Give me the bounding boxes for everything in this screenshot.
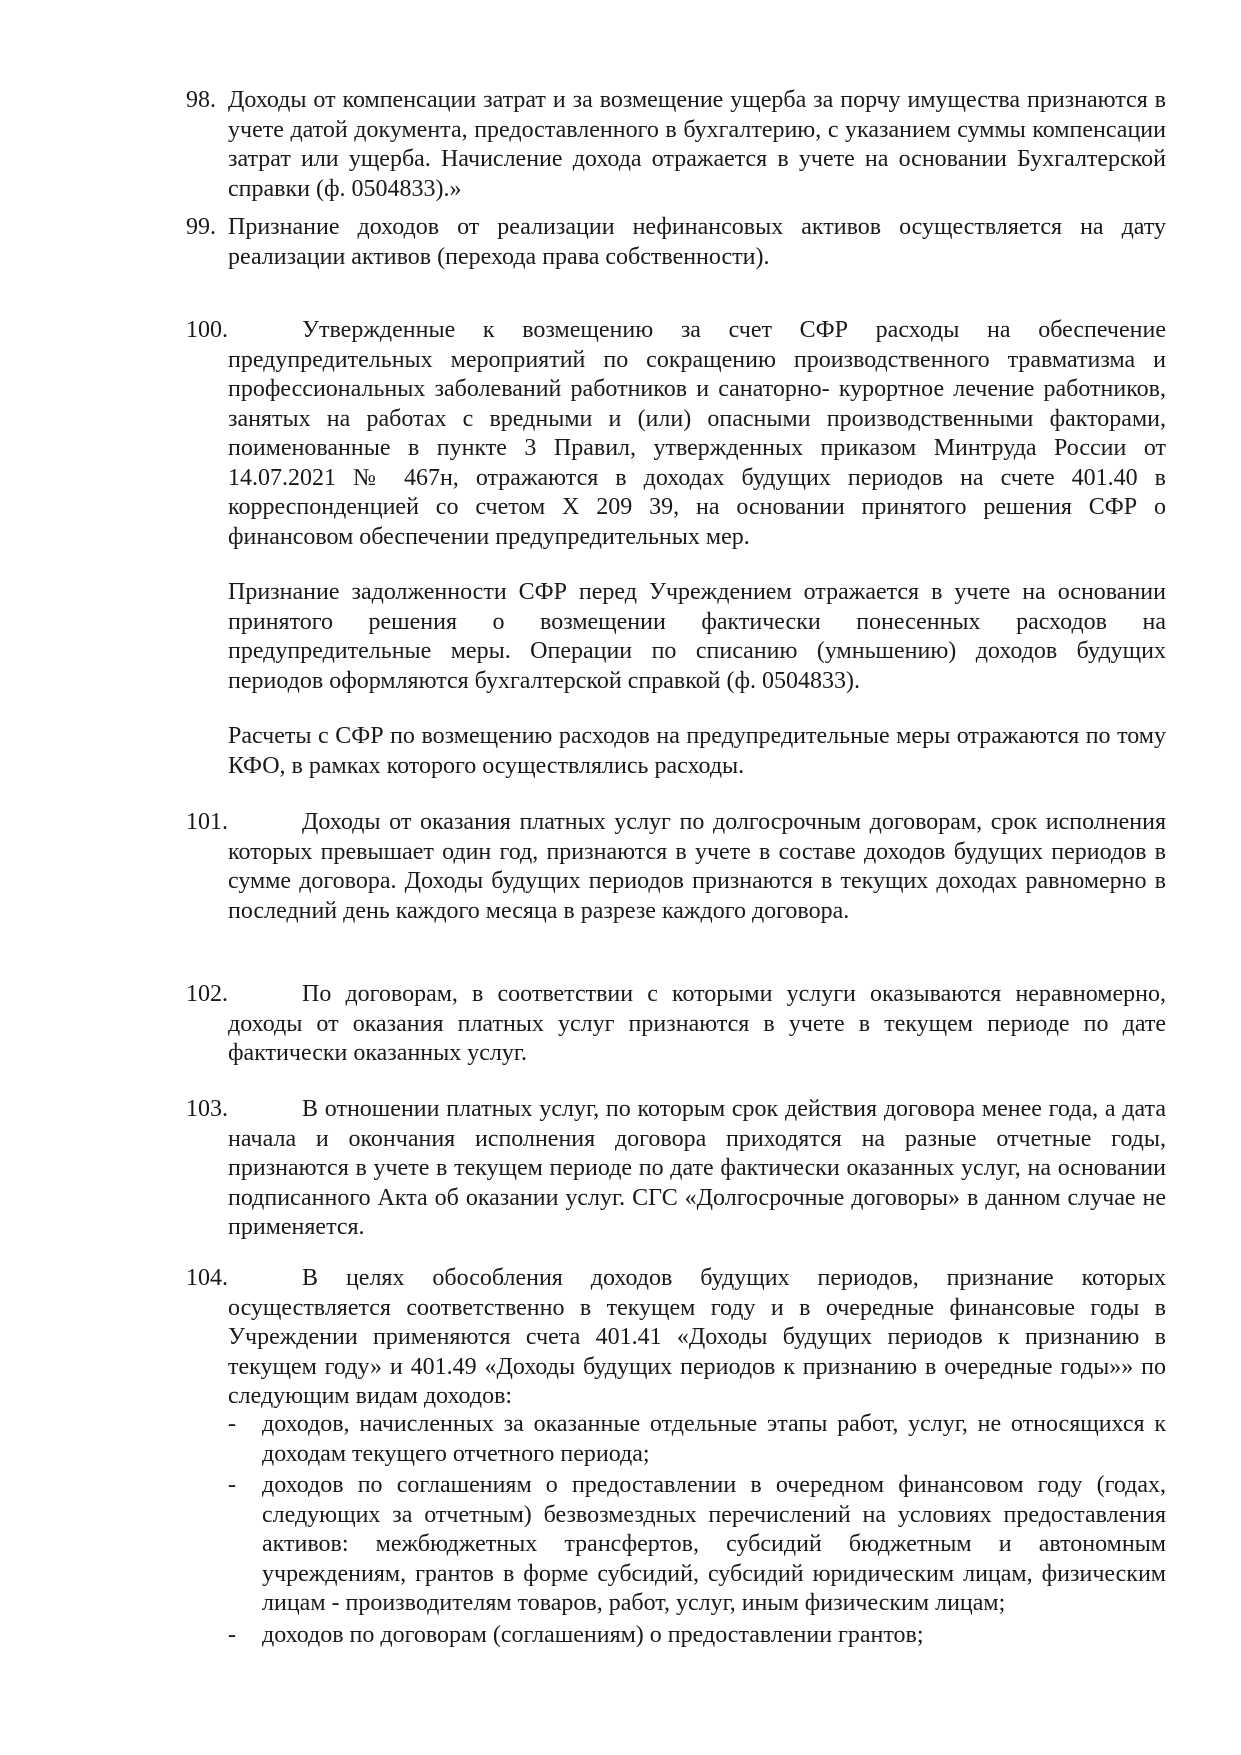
clause-text: Утвержденные к возмещению за счет СФР расходы на обеспечение предупредительных мероприятий по сокращению производственного травматизма и профессиональных заболеваний работников и санаторно- курортное лечение работников, занятых на работах с вредными и (или) опасными производственными факторами, поименованные в пункте 3 Правил, утвержденных приказом Минтруда России от 14.07.2021 № 467н, отражаются в доходах будущих периодов на счете 401.40 в корреспонденцией со счетом Х 209 39, на основании принятого решения СФР о финансовом обеспечении предупредительных мер.: [228, 317, 1166, 550]
clause-104: [186, 1264, 1166, 1412]
list-marker: -: [228, 1472, 236, 1498]
clause-number: 102.: [186, 981, 228, 1007]
list-item-text: доходов по соглашениям о предоставлении в очередном финансовом году (годах, следующих за отчетным) безвозмездных перечислений на условиях предоставления активов: межбюджетных трансфертов, субсидий бюджетным и автономным учреждениям, грантов в форме субсидий, субсидий юридическим лицам, физическим лицам - производителям товаров, работ, услуг, иным физическим лицам;: [262, 1472, 1166, 1616]
list-item: [228, 1410, 1166, 1469]
list-item-text: доходов по договорам (соглашениям) о предоставлении грантов;: [262, 1621, 924, 1648]
income-types-list: [228, 1410, 1166, 1652]
clause-number: 104.: [186, 1265, 228, 1291]
clause-number: 101.: [186, 809, 228, 835]
clause-101: [186, 808, 1166, 926]
clause-text: В отношении платных услуг, по которым срок действия договора менее года, а дата начала и окончания исполнения договора приходятся на разные отчетные годы, признаются в учете в текущем периоде по дате фактически оказанных услуг, на основании подписанного Акта об оказании услуг. СГС «Долгосрочные договоры» в данном случае не применяется.: [228, 1096, 1166, 1240]
list-marker: -: [228, 1621, 236, 1648]
clause-text: Доходы от оказания платных услуг по долгосрочным договорам, срок исполнения которых превышает один год, признаются в учете в составе доходов будущих периодов в сумме договора. Доходы будущих периодов признаются в текущих доходах равномерно в последний день каждого месяца в разрезе каждого договора.: [228, 809, 1166, 924]
clause-99: [186, 213, 1166, 272]
clause-100-paragraph-3: Расчеты с СФР по возмещению расходов на предупредительные меры отражаются по тому КФО, в рамках которого осуществлялись расходы.: [228, 723, 1166, 779]
clause-text: В целях обособления доходов будущих периодов, признание которых осуществляется соответственно в текущем году и в очередные финансовые годы в Учреждении применяются счета 401.41 «Доходы будущих периодов к признанию в текущем году» и 401.49 «Доходы будущих периодов к признанию в очередные годы»» по следующим видам доходов:: [228, 1265, 1166, 1409]
clause-98: [186, 86, 1166, 204]
clause-text: По договорам, в соответствии с которыми услуги оказываются неравномерно, доходы от оказания платных услуг признаются в учете в текущем периоде по дате фактически оказанных услуг.: [228, 981, 1166, 1066]
clause-text: Признание доходов от реализации нефинансовых активов осуществляется на дату реализации активов (перехода права собственности).: [228, 214, 1166, 270]
clause-number: 98.: [186, 87, 216, 113]
clause-number: 100.: [186, 317, 228, 343]
clause-100: [186, 316, 1166, 552]
list-item: [228, 1621, 1166, 1651]
list-item: [228, 1471, 1166, 1619]
clause-number: 103.: [186, 1096, 228, 1122]
clause-text: Доходы от компенсации затрат и за возмещение ущерба за порчу имущества признаются в учете датой документа, предоставленного в бухгалтерию, с указанием суммы компенсации затрат или ущерба. Начисление дохода отражается в учете на основании Бухгалтерской справки (ф. 0504833).»: [228, 87, 1166, 202]
list-marker: -: [228, 1411, 236, 1437]
clause-102: [186, 980, 1166, 1069]
clause-100-paragraph-2: Признание задолженности СФР перед Учреждением отражается в учете на основании принятого решения о возмещении фактически понесенных расходов на предупредительные меры. Операции по списанию (умньшению) доходов будущих периодов оформляются бухгалтерской справкой (ф. 0504833).: [228, 579, 1166, 694]
clause-103: [186, 1095, 1166, 1243]
clause-number: 99.: [186, 214, 216, 240]
list-item-text: доходов, начисленных за оказанные отдельные этапы работ, услуг, не относящихся к доходам текущего отчетного периода;: [262, 1411, 1166, 1467]
